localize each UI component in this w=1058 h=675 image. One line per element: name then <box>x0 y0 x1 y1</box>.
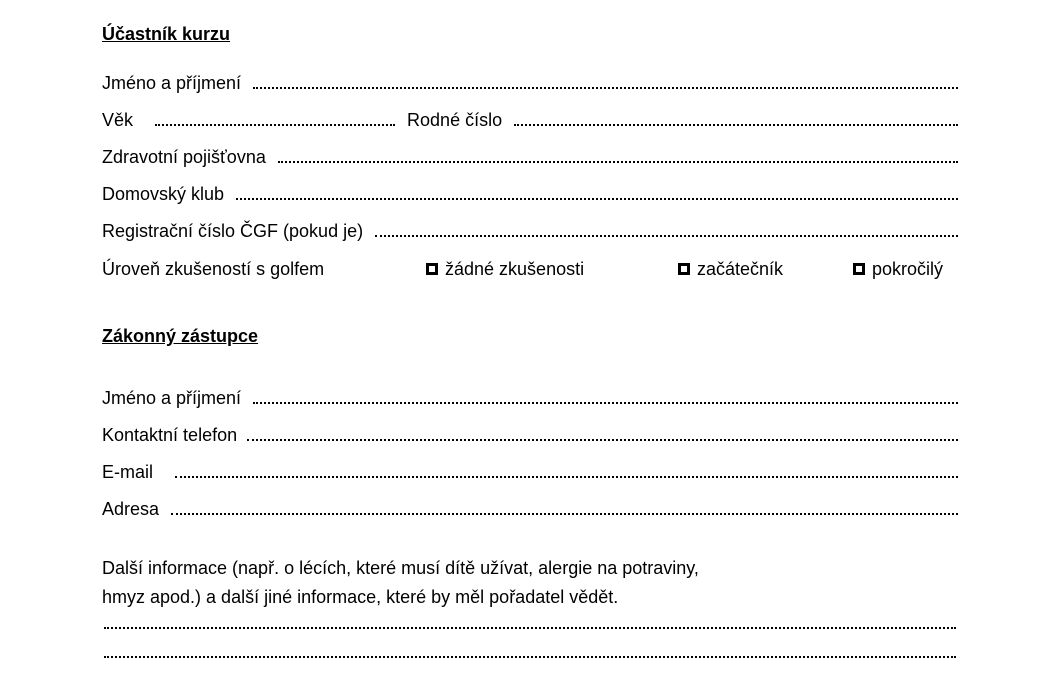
additional-info-field-2[interactable] <box>104 655 956 658</box>
experience-option-beginner[interactable] <box>678 258 783 280</box>
participant-age-row <box>102 107 958 131</box>
checkbox-icon[interactable] <box>853 263 865 275</box>
home-club-field[interactable] <box>236 197 958 200</box>
participant-name-row <box>102 70 958 94</box>
experience-option-none-label: žádné zkušenosti <box>445 259 585 279</box>
checkbox-icon[interactable] <box>678 263 690 275</box>
age-field[interactable] <box>155 123 395 126</box>
participant-heading: Účastník kurzu <box>102 24 231 44</box>
insurance-row <box>102 144 958 168</box>
experience-label: Úroveň zkušeností s golfem <box>102 259 325 279</box>
participant-name-field[interactable] <box>253 86 958 89</box>
experience-option-beginner-label: začátečník <box>697 259 784 279</box>
registration-row <box>102 218 958 242</box>
registration-label: Registrační číslo ČGF (pokud je) <box>102 221 364 241</box>
guardian-email-row <box>102 459 958 483</box>
guardian-phone-row <box>102 422 958 446</box>
guardian-address-field[interactable] <box>171 512 958 515</box>
experience-option-advanced-label: pokročilý <box>872 259 944 279</box>
guardian-name-row <box>102 385 958 409</box>
guardian-email-field[interactable] <box>175 475 958 478</box>
experience-row <box>102 258 958 282</box>
checkbox-icon[interactable] <box>426 263 438 275</box>
guardian-address-row <box>102 496 958 520</box>
additional-info-field-1[interactable] <box>104 626 956 629</box>
insurance-label: Zdravotní pojišťovna <box>102 147 266 167</box>
birth-number-label: Rodné číslo <box>407 110 503 130</box>
guardian-name-label: Jméno a příjmení <box>102 388 242 408</box>
guardian-heading: Zákonný zástupce <box>102 326 259 346</box>
additional-info-line-2: hmyz apod.) a další jiné informace, které by měl pořadatel vědět. <box>102 587 619 607</box>
birth-number-field[interactable] <box>514 123 958 126</box>
age-label: Věk <box>102 110 134 130</box>
guardian-address-label: Adresa <box>102 499 160 519</box>
registration-field[interactable] <box>375 234 958 237</box>
home-club-label: Domovský klub <box>102 184 225 204</box>
experience-option-advanced[interactable] <box>853 258 943 280</box>
guardian-phone-label: Kontaktní telefon <box>102 425 238 445</box>
additional-info-line-1: Další informace (např. o lécích, které musí dítě užívat, alergie na potraviny, <box>102 558 699 578</box>
guardian-name-field[interactable] <box>253 401 958 404</box>
experience-option-none[interactable] <box>426 258 584 280</box>
home-club-row <box>102 181 958 205</box>
guardian-phone-field[interactable] <box>247 438 958 441</box>
insurance-field[interactable] <box>278 160 958 163</box>
participant-name-label: Jméno a příjmení <box>102 73 242 93</box>
guardian-email-label: E-mail <box>102 462 154 482</box>
